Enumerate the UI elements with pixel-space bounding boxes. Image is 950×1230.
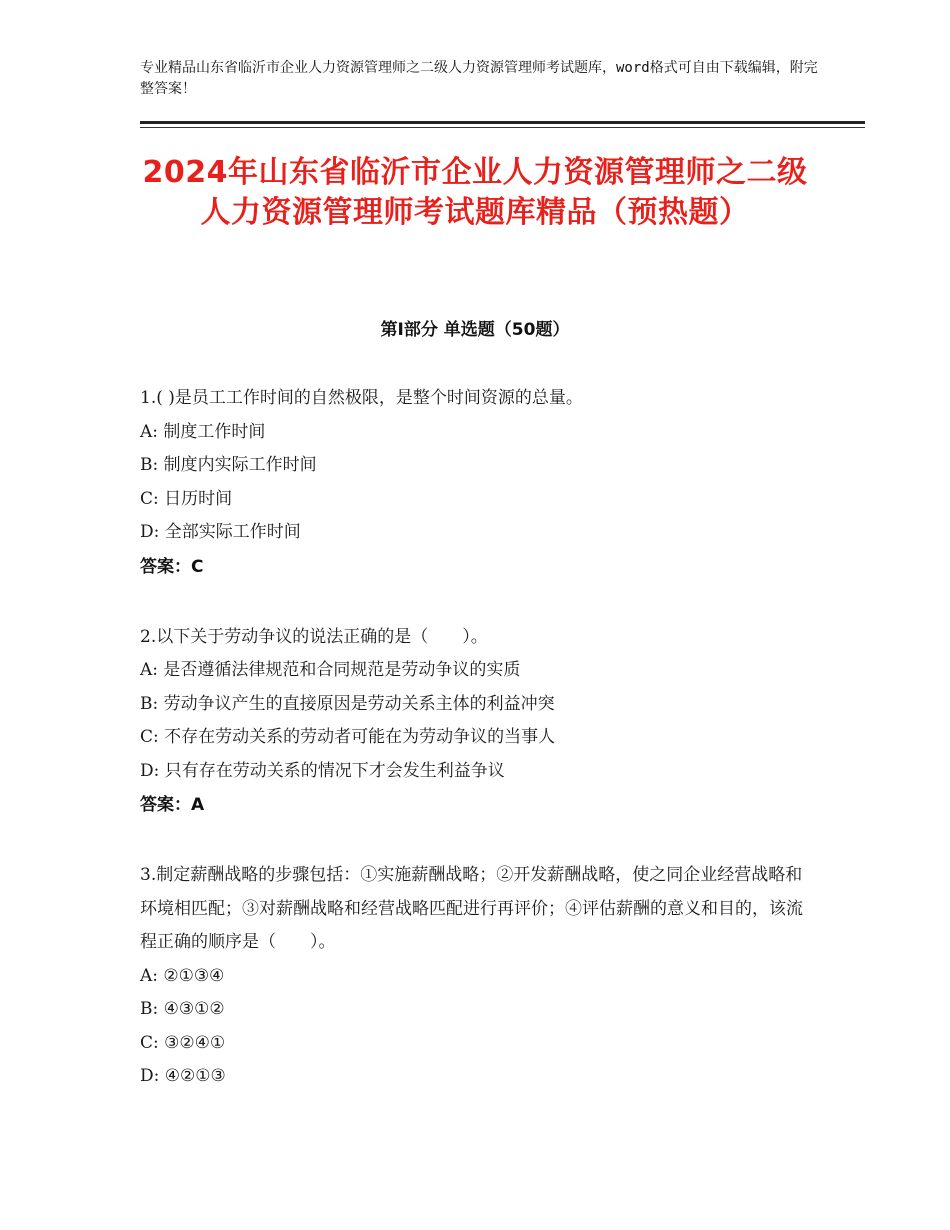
option-d: D: 只有存在劳动关系的情况下才会发生利益争议 — [140, 760, 505, 781]
option-c: C: 不存在劳动关系的劳动者可能在为劳动争议的当事人 — [140, 727, 556, 747]
question-list — [140, 382, 805, 1130]
question-1 — [140, 382, 805, 585]
option-d: D: ④②①③ — [140, 1066, 226, 1086]
question-3 — [140, 859, 805, 1094]
option-c: C: 日历时间 — [140, 488, 233, 509]
option-a: A: ②①③④ — [140, 965, 225, 986]
option-a: A: 是否遵循法律规范和合同规范是劳动争议的实质 — [140, 660, 521, 680]
question-stem: 1.( )是员工工作时间的自然极限，是整个时间资源的总量。 — [140, 388, 583, 408]
option-d: D: 全部实际工作时间 — [140, 522, 301, 542]
header-rule-thick — [140, 121, 865, 124]
answer: 答案：A — [140, 795, 205, 815]
header-rule-thin — [140, 127, 865, 128]
question-stem: 3.制定薪酬战略的步骤包括：①实施薪酬战略；②开发薪酬战略，使之同企业经营战略和环境相匹配；③对薪酬战略和经营战略匹配进行再评价；④评估薪酬的意义和目的，该流程正确的顺序是（ ）。 — [140, 865, 803, 952]
option-c: C: ③②④① — [140, 1032, 226, 1053]
option-b: B: ④③①② — [140, 999, 225, 1019]
question-stem: 2.以下关于劳动争议的说法正确的是（ ）。 — [140, 626, 488, 647]
option-b: B: 制度内实际工作时间 — [140, 455, 317, 475]
document-title: 2024年山东省临沂市企业人力资源管理师之二级人力资源管理师考试题库精品（预热题） — [142, 155, 808, 230]
section-title: 第Ⅰ部分 单选题（50题） — [380, 320, 570, 340]
option-b: B: 劳动争议产生的直接原因是劳动关系主体的利益冲突 — [140, 693, 555, 714]
header-note: 专业精品山东省临沂市企业人力资源管理师之二级人力资源管理师考试题库，word格式可自由下载编辑，附完整答案！ — [140, 60, 818, 97]
question-2 — [140, 621, 805, 824]
option-a: A: 制度工作时间 — [140, 421, 266, 442]
answer: 答案：C — [140, 556, 204, 577]
